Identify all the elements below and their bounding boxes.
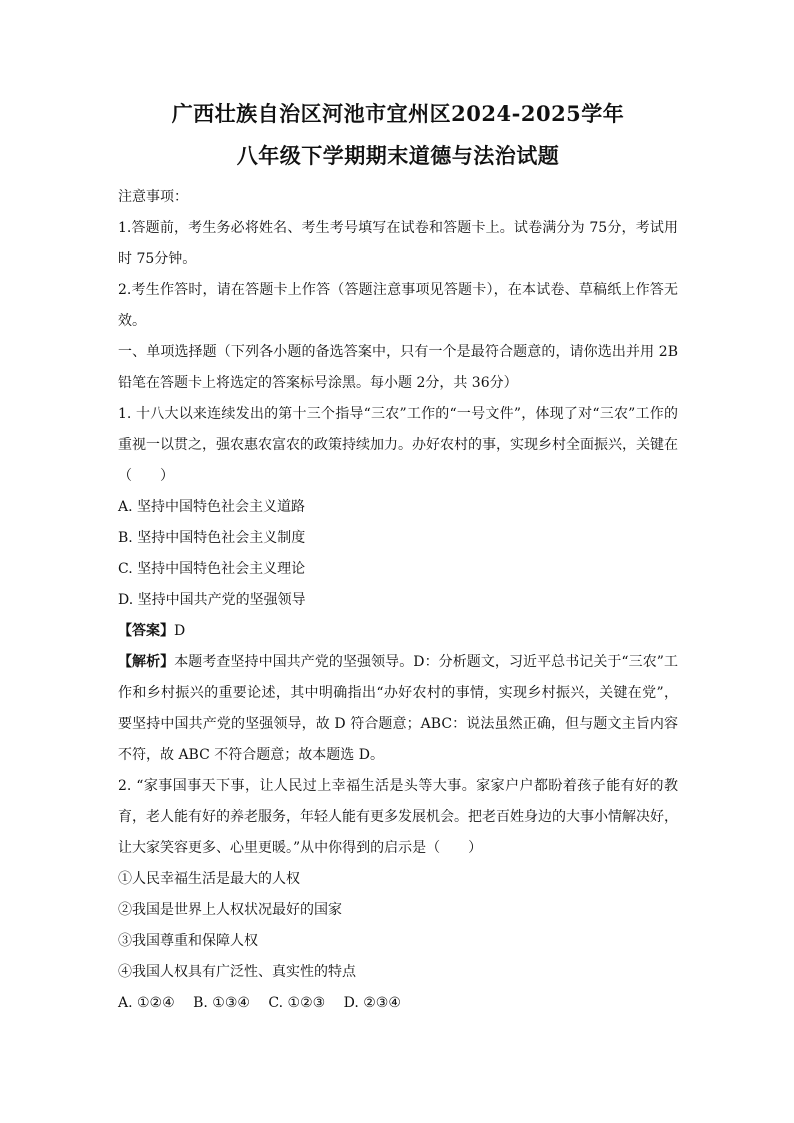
question-2-item-4: ④我国人权具有广泛性、真实性的特点	[118, 964, 356, 980]
question-1-option-c: C. 坚持中国特色社会主义理论	[118, 561, 306, 577]
question-2-stem: 2. “家事国事天下事，让人民过上幸福生活是头等大事。家家户户都盼着孩子能有好的教育，老人能有好的养老服务，年轻人能有更多发展机会。把老百姓身边的大事小情解决好，让大家笑容更多、心里更暖。”从中你得到的启示是（ ）	[118, 778, 678, 856]
question-1-option-d: D. 坚持中国共产党的坚强领导	[118, 592, 306, 608]
question-1-analysis	[118, 647, 678, 771]
answer-value: D	[174, 623, 186, 639]
section-heading: 一、单项选择题（下列各小题的备选答案中，只有一个是最符合题意的，请你选出并用 2B铅笔在答题卡上将选定的答案标号涂黑。每小题 2分，共 36分）	[118, 344, 678, 391]
analysis-label: 【解析】	[118, 654, 175, 670]
notice-item-1: 1.答题前，考生务必将姓名、考生考号填写在试卷和答题卡上。试卷满分为 75分，考试用时 75分钟。	[118, 220, 678, 267]
question-1-stem: 1. 十八大以来连续发出的第十三个指导“三农”工作的“一号文件”，体现了对“三农”工作的重视一以贯之，强农惠农富农的政策持续加力。办好农村的事，实现乡村全面振兴，关键在（ ）	[118, 406, 678, 484]
question-1-option-a: A. 坚持中国特色社会主义道路	[118, 499, 306, 515]
question-2-item-3: ③我国尊重和保障人权	[118, 933, 258, 949]
question-2-item-2: ②我国是世界上人权状况最好的国家	[118, 902, 342, 918]
question-1-answer	[118, 616, 678, 647]
notice-item-2: 2.考生作答时，请在答题卡上作答（答题注意事项见答题卡），在本试卷、草稿纸上作答无效。	[118, 282, 678, 329]
question-2-choices: A. ①②④ B. ①③④ C. ①②③ D. ②③④	[118, 995, 401, 1011]
notice-header: 注意事项：	[118, 189, 188, 205]
exam-page	[118, 100, 678, 1019]
question-2-item-1: ①人民幸福生活是最大的人权	[118, 871, 300, 887]
exam-title-line2: 八年级下学期期末道德与法治试题	[236, 143, 560, 168]
question-1-option-b: B. 坚持中国特色社会主义制度	[118, 530, 306, 546]
exam-title-line1: 广西壮族自治区河池市宜州区2024-2025学年	[171, 101, 625, 126]
answer-label: 【答案】	[118, 623, 174, 639]
analysis-text: 本题考查坚持中国共产党的坚强领导。D：分析题文，习近平总书记关于“三农”工作和乡村振兴的重要论述，其中明确指出“办好农村的事情，实现乡村振兴，关键在党”，要坚持中国共产党的坚强领导，故 D 符合题意；ABC：说法虽然正确，但与题文主旨内容不符，故 ABC 不符合题意；故本题选 D。	[118, 654, 678, 763]
